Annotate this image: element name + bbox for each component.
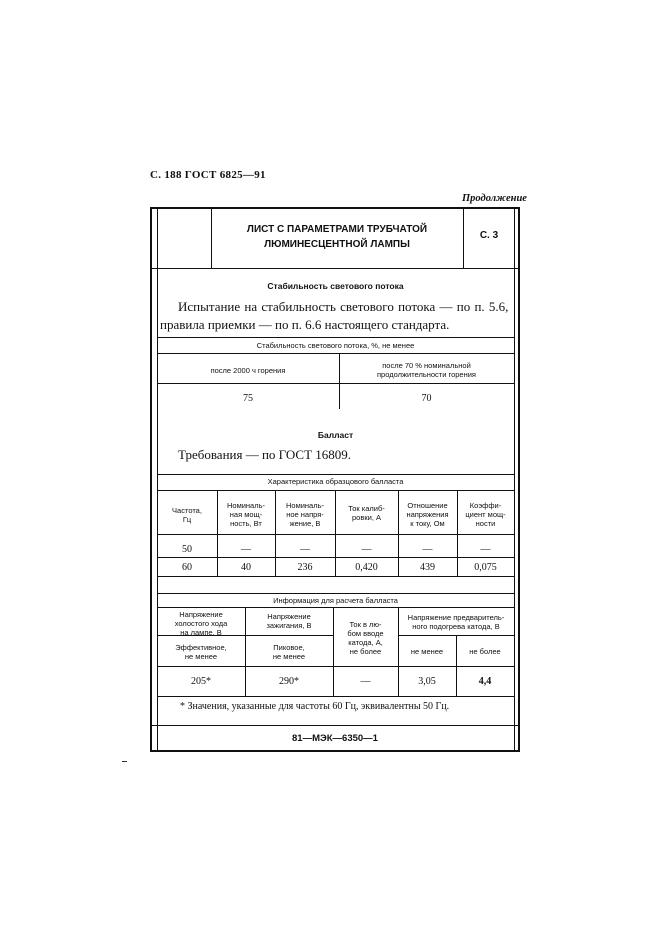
table-row-50-current: — [361,544,372,555]
calc-header-current-l4: не более [349,647,382,656]
stability-col1-header: после 2000 ч горения [210,366,286,375]
calc-header-preheat-l1: Напряжение предваритель- [407,613,505,622]
table-row-60-voltage: 236 [297,562,313,573]
char-table-bottom [157,576,514,577]
stability-table-top [157,337,514,338]
calc-header-ignition-l2: зажигания, В [266,621,312,630]
calc-header-current-l1: Ток в лю- [349,620,382,629]
stability-col2-value: 70 [421,393,432,404]
section-title-ballast: Балласт [317,430,354,440]
calc-header-preheat-l2: ного подогрева катода, В [412,622,500,631]
char-header-power-l3: ность, Вт [230,519,262,528]
table-row-60-frequency: 60 [182,562,192,573]
calc-header-current-l2: бом вводе [347,629,384,638]
section-title-stability: Стабильность светового потока [267,281,404,291]
calc-subheader-line-left [157,635,333,636]
char-header-pf-l1: Коэффи- [469,501,502,510]
stability-table-caption-line [157,353,514,354]
calc-value-current: — [360,676,371,687]
header-divider [150,268,520,269]
footer-divider [150,725,520,726]
char-header-frequency-l2: Гц [182,515,192,524]
calc-table-header-line [157,666,514,667]
calc-table-caption-line [157,607,514,608]
table-row-50-frequency: 50 [182,544,192,555]
char-header-calib-current [335,504,398,522]
stability-col2-header-line1: после 70 % номинальной [382,361,471,370]
page-header: С. 188 ГОСТ 6825—91 [150,169,266,181]
char-table-caption: Характеристика образцового балласта [267,477,404,486]
footer-code: 81—МЭК—6350—1 [292,733,378,744]
calc-header-ocv-l2: холостого хода [174,619,228,628]
char-header-ratio [398,501,457,528]
calc-header-ocv [157,610,245,637]
calc-value-ignition: 290* [279,676,299,687]
calc-header-ignition [245,612,333,630]
table-row-60-pf: 0,075 [474,562,497,573]
calc-table-top [157,593,514,594]
stability-col2-header [339,361,514,379]
char-header-frequency [157,506,217,524]
table-row-50-pf: — [480,544,491,555]
calc-header-current [333,620,398,656]
calc-value-ocv: 205* [191,676,211,687]
table-row-50-voltage: — [300,544,310,555]
frame-inner-right-line [514,207,515,752]
char-header-pf-l2: циент мощ- [465,510,506,519]
char-header-ratio-l3: к току, Ом [410,519,445,528]
stability-table-caption: Стабильность светового потока, %, не менее [256,341,415,350]
char-header-voltage-l1: Номиналь- [285,501,325,510]
calc-sub-peak [245,643,333,661]
calc-header-current-l3: катода, А, [348,638,383,647]
char-header-ratio-l1: Отношение [407,501,448,510]
char-header-power-l2: ная мощ- [229,510,263,519]
footnote: * Значения, указанные для частоты 60 Гц, эквивалентны 50 Гц. [180,701,450,712]
stability-paragraph-line2: правила приемки — по п. 6.6 настоящего стандарта. [160,317,450,332]
calc-header-ocv-l3: на лампе, В [180,628,222,637]
sheet-title [212,222,462,252]
char-header-frequency-l1: Частота, [172,506,202,515]
char-header-voltage [275,501,335,528]
char-table-top [157,474,514,475]
calc-sub-effective [157,643,245,661]
table-row-60-ratio: 439 [420,562,435,573]
calc-table-caption: Информация для расчета балласта [273,596,398,605]
char-header-pf-l3: ности [475,519,496,528]
table-row-50-power: — [241,544,251,555]
calc-sub-min: не менее [410,647,444,656]
char-header-power-factor [457,501,514,528]
char-table-row-line [157,557,514,558]
calc-subheader-line-right [398,635,514,636]
calc-header-ocv-l1: Напряжение [179,610,223,619]
calc-sub-effective-l2: не менее [184,652,218,661]
stability-col1-value: 75 [243,393,253,404]
calc-sub-max: не более [469,647,501,656]
sheet-title-line2: ЛЮМИНЕСЦЕНТНОЙ ЛАМПЫ [264,239,410,250]
scan-speck [122,761,127,762]
char-header-voltage-l3: жение, В [289,519,321,528]
calc-header-preheat [398,613,514,631]
stability-col2-header-line2: продолжительности горения [376,370,476,379]
calc-table-bottom [157,696,514,697]
char-header-power [217,501,275,528]
char-header-ratio-l2: напряжения [406,510,449,519]
calc-sub-peak-l2: не менее [272,652,306,661]
char-table-header-line [157,534,514,535]
char-header-calib-l1: Ток калиб- [348,504,385,513]
char-header-voltage-l2: ное напря- [286,510,324,519]
calc-header-ignition-l1: Напряжение [267,612,311,621]
calc-sub-effective-l1: Эффективное, [175,643,227,652]
table-row-60-current: 0,420 [355,562,378,573]
calc-value-preheat-max: 4,4 [478,676,492,687]
sheet-number: С. 3 [479,230,499,241]
char-header-power-l1: Номиналь- [226,501,266,510]
continuation-label: Продолжение [462,193,527,204]
table-row-60-power: 40 [241,562,251,573]
stability-paragraph-line1: Испытание на стабильность светового потока — по п. 5.6, [178,299,509,314]
calc-sub-peak-l1: Пиковое, [273,643,305,652]
stability-table-header-line [157,383,514,384]
char-header-calib-l2: ровки, А [352,513,381,522]
ballast-requirements: Требования — по ГОСТ 16809. [178,447,352,462]
sheet-title-line1: ЛИСТ С ПАРАМЕТРАМИ ТРУБЧАТОЙ [246,224,428,235]
calc-value-preheat-min: 3,05 [418,676,436,687]
table-row-50-ratio: — [422,544,433,555]
